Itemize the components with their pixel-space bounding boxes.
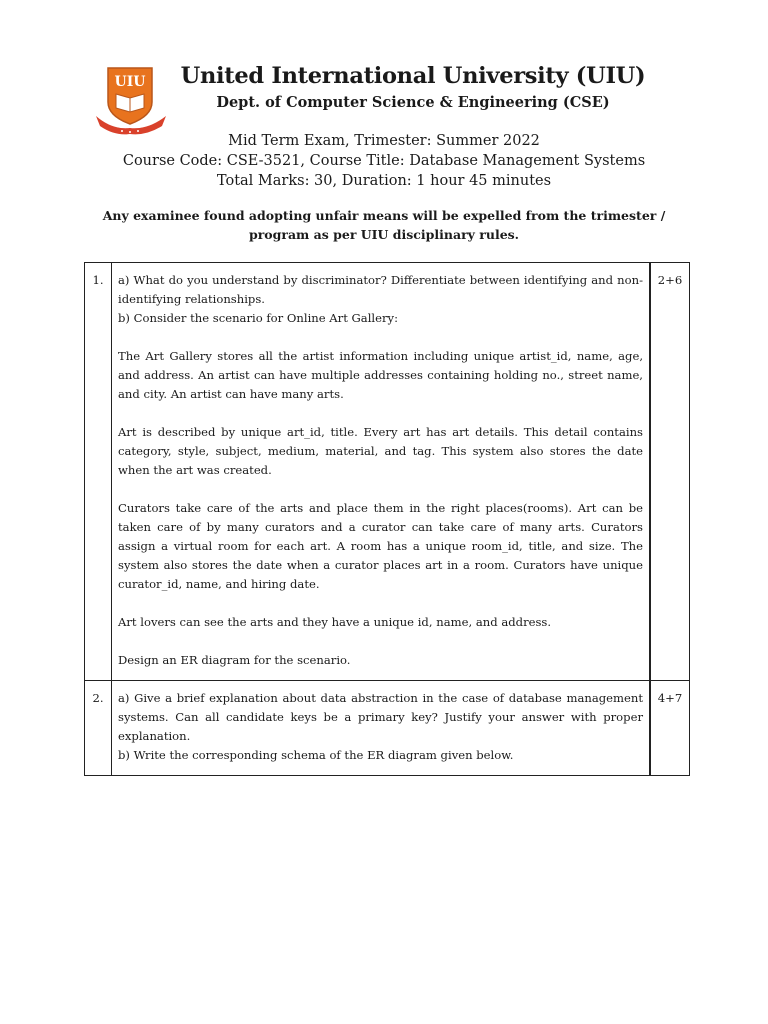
question-part: b) Write the corresponding schema of the ER diagram given below. [118,748,514,762]
question-number: 1. [85,263,112,681]
scenario-paragraph: Curators take care of the arts and place them in the right places(rooms). Art can be taken care of by many curators and a curator can take care of many arts. Curators assign a virtual room for each art. A room has a unique room_id, title, and size. The system also stores the date when a curator places art in a room. Curators have unique curator_id, name, and hiring date. [118,501,643,591]
marks-duration: Total Marks: 30, Duration: 1 hour 45 minutes [216,173,552,189]
exam-warning: Any examinee found adopting unfair means will be expelled from the trimester / program as per UIU disciplinary rules. [102,208,666,242]
questions-table [84,262,690,776]
scenario-paragraph: Art lovers can see the arts and they have a unique id, name, and address. [118,615,552,629]
logo-text: UIU [114,74,146,90]
question-part: a) Give a brief explanation about data abstraction in the case of database management systems. Can all candidate keys be a primary key? Justify your answer with proper explanation. [118,691,643,743]
question-marks: 4+7 [650,681,690,776]
question-row [85,681,690,776]
scenario-paragraph: Art is described by unique art_id, title. Every art has art details. This detail contains category, style, subject, medium, material, and tag. This system also stores the date when the art was created. [118,425,643,477]
scenario-paragraph: The Art Gallery stores all the artist information including unique artist_id, name, age, and address. An artist can have multiple addresses containing holding no., street name, and city. An artist can have many arts. [118,349,643,401]
scenario-paragraph: Design an ER diagram for the scenario. [118,653,351,667]
department-name: Dept. of Computer Science & Engineering (CSE) [216,94,610,111]
exam-info [0,131,768,191]
question-row [85,263,690,681]
question-body [112,263,651,681]
question-number: 2. [85,681,112,776]
question-marks: 2+6 [650,263,690,681]
question-body [112,681,651,776]
university-title: United International University (UIU) [180,63,646,89]
question-part: a) What do you understand by discriminator? Differentiate between identifying and non-identifying relationships. [118,273,643,306]
course-info: Course Code: CSE-3521, Course Title: Database Management Systems [122,153,646,169]
exam-title: Mid Term Exam, Trimester: Summer 2022 [228,133,540,149]
question-part: b) Consider the scenario for Online Art Gallery: [118,311,398,325]
